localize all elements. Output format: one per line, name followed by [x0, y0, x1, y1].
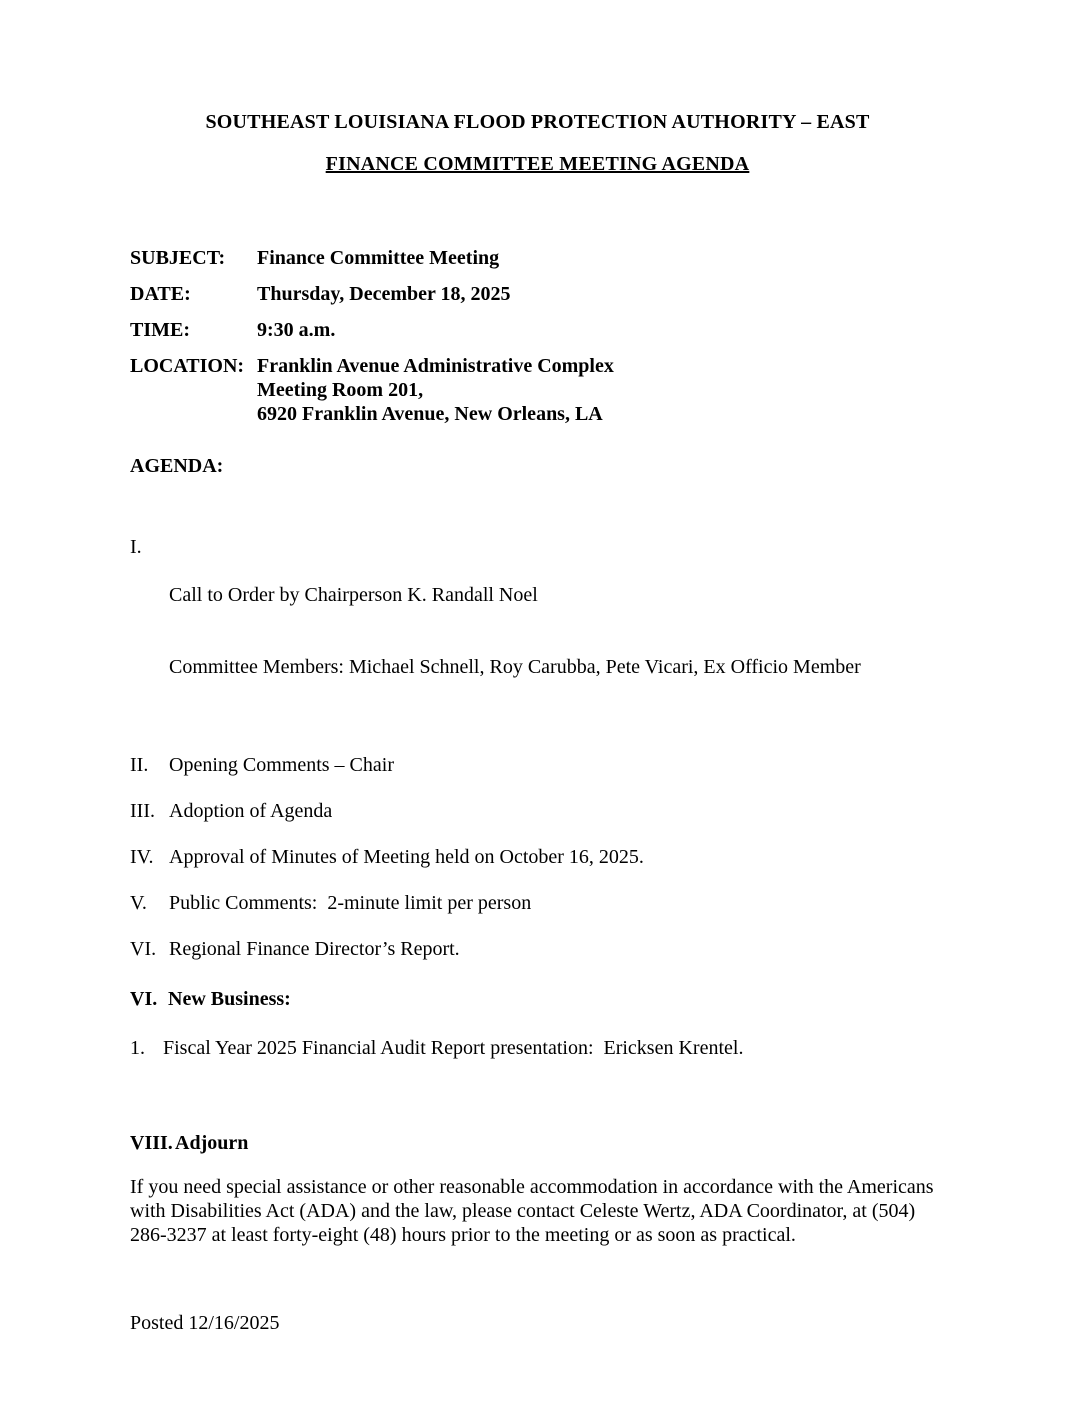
agenda-item-5-text: Public Comments: 2-minute limit per person: [169, 892, 532, 914]
new-business-item-1-number: 1.: [130, 1037, 145, 1059]
new-business-item-1: [130, 1036, 945, 1060]
meta-row-time: [130, 318, 945, 342]
new-business-heading: [130, 987, 945, 1011]
agenda-item-1: [130, 535, 945, 727]
date-value: Thursday, December 18, 2025: [257, 283, 511, 305]
adjourn-label: Adjourn: [175, 1132, 249, 1154]
meta-row-subject: [130, 246, 945, 270]
agenda-item-6-text: Regional Finance Director’s Report.: [169, 938, 460, 960]
ada-accessibility-notice: If you need special assistance or other reasonable accommodation in accordance with the Americans with Disabilities Act (ADA) and the law, please contact Celeste Wertz, ADA Coordinator, at (504) 286-3237 at least forty-eight (48) hours prior to the meeting or as soon as practical.: [130, 1176, 939, 1246]
location-line-3: 6920 Franklin Avenue, New Orleans, LA: [257, 403, 603, 425]
location-line-1: Franklin Avenue Administrative Complex: [257, 355, 614, 377]
document-subtitle: FINANCE COMMITTEE MEETING AGENDA: [325, 153, 750, 175]
adjourn-heading: [130, 1131, 945, 1155]
meeting-metadata: [130, 246, 945, 426]
agenda-item-4: [130, 845, 945, 869]
date-label: DATE:: [130, 283, 191, 305]
location-label: LOCATION:: [130, 355, 245, 377]
time-label: TIME:: [130, 319, 190, 341]
agenda-item-4-text: Approval of Minutes of Meeting held on October 16, 2025.: [169, 846, 644, 868]
new-business-label: New Business:: [168, 988, 291, 1010]
agenda-item-3-numeral: III.: [130, 800, 155, 822]
agenda-item-1-line-1: Call to Order by Chairperson K. Randall Noel: [169, 584, 538, 606]
agenda-item-6: [130, 937, 945, 961]
subject-label: SUBJECT:: [130, 247, 226, 269]
agenda-item-4-numeral: IV.: [130, 846, 154, 868]
agenda-item-5-numeral: V.: [130, 892, 147, 914]
agenda-item-2-numeral: II.: [130, 754, 149, 776]
meta-row-location: [130, 354, 945, 426]
agenda-item-1-line-2: Committee Members: Michael Schnell, Roy Carubba, Pete Vicari, Ex Officio Member: [169, 656, 861, 678]
location-line-2: Meeting Room 201,: [257, 379, 424, 401]
agenda-heading: AGENDA:: [130, 455, 224, 477]
document-title: SOUTHEAST LOUISIANA FLOOD PROTECTION AUTHORITY – EAST: [205, 111, 870, 133]
meta-row-date: [130, 282, 945, 306]
agenda-item-2-text: Opening Comments – Chair: [169, 754, 394, 776]
agenda-item-2: [130, 753, 945, 777]
agenda-item-3-text: Adoption of Agenda: [169, 800, 333, 822]
agenda-item-3: [130, 799, 945, 823]
time-value: 9:30 a.m.: [257, 319, 336, 341]
agenda-list: [130, 535, 945, 1155]
posted-date: Posted 12/16/2025: [130, 1312, 280, 1334]
agenda-item-5: [130, 891, 945, 915]
agenda-item-1-numeral: I.: [130, 536, 142, 558]
location-value: [257, 354, 614, 426]
new-business-numeral: VI.: [130, 988, 158, 1010]
new-business-item-1-text: Fiscal Year 2025 Financial Audit Report presentation: Ericksen Krentel.: [163, 1037, 744, 1059]
subject-value: Finance Committee Meeting: [257, 247, 500, 269]
agenda-item-6-numeral: VI.: [130, 938, 157, 960]
adjourn-numeral: VIII.: [130, 1132, 173, 1154]
agenda-item-1-text: [169, 535, 861, 727]
